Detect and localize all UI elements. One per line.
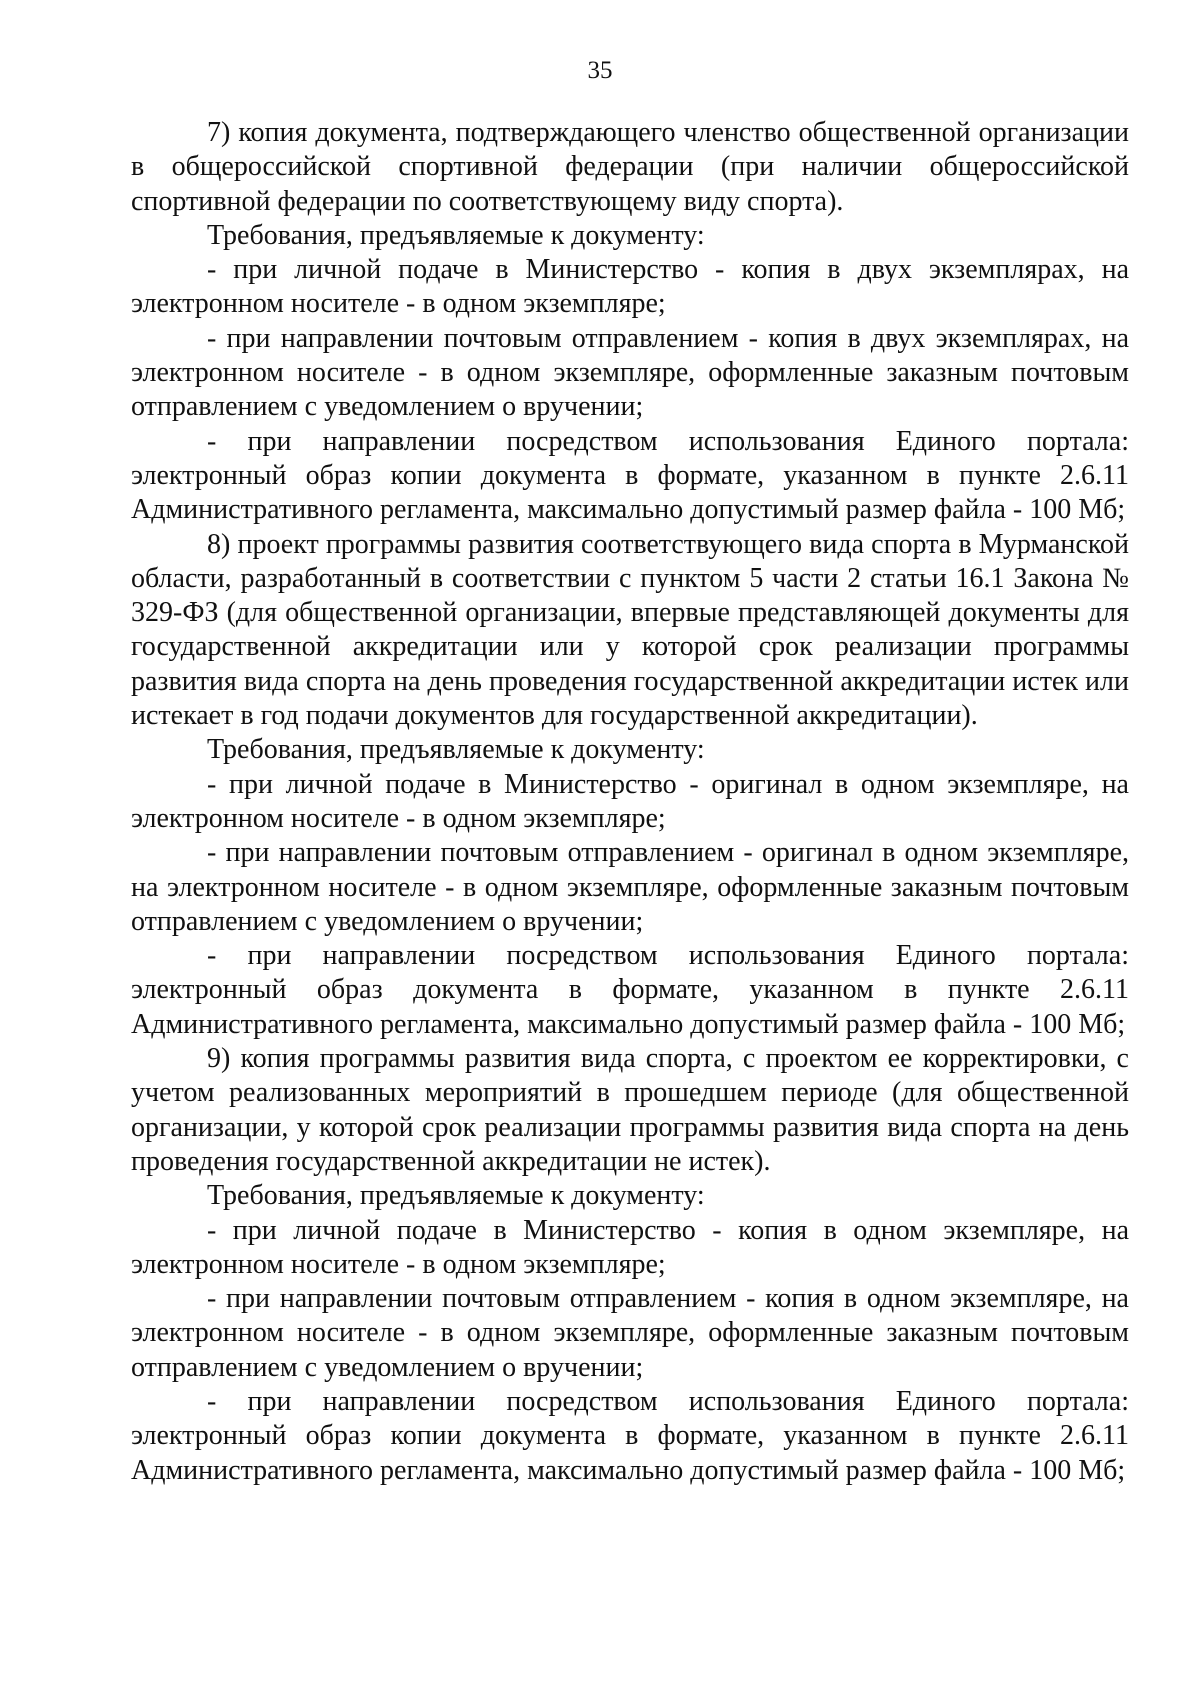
requirements-heading: Требования, предъявляемые к документу: [207, 1180, 705, 1212]
item-7-paragraph: 7) копия документа, подтверждающего членство общественной организации в общероссийской спортивной федерации (при наличии общероссийской спортивной федерации по соответствующему виду спорта). [131, 117, 1129, 217]
page-number: 35 [587, 57, 613, 84]
requirement-in-person: - при личной подаче в Министерство - копия в двух экземплярах, на электронном носителе - в одном экземпляре; [131, 254, 1129, 320]
requirement-by-mail: - при направлении почтовым отправлением - оригинал в одном экземпляре, на электронном носителе - в одном экземпляре, оформленные заказным почтовым отправлением с уведомлением о вручении; [131, 837, 1129, 937]
requirements-heading: Требования, предъявляемые к документу: [207, 219, 705, 251]
item-9-paragraph: 9) копия программы развития вида спорта, с проектом ее корректировки, с учетом реализованных мероприятий в прошедшем периоде (для общественной организации, у которой срок реализации программы развития вида спорта на день проведения государственной аккредитации не истек). [131, 1043, 1129, 1177]
document-body [131, 116, 1129, 1488]
requirement-by-mail: - при направлении почтовым отправлением - копия в одном экземпляре, на электронном носителе - в одном экземпляре, оформленные заказным почтовым отправлением с уведомлением о вручении; [131, 1283, 1129, 1383]
requirement-in-person: - при личной подаче в Министерство - оригинал в одном экземпляре, на электронном носителе - в одном экземпляре; [131, 768, 1129, 834]
requirement-by-mail: - при направлении почтовым отправлением - копия в двух экземплярах, на электронном носителе - в одном экземпляре, оформленные заказным почтовым отправлением с уведомлением о вручении; [131, 322, 1129, 423]
requirement-via-portal: - при направлении посредством использования Единого портала: электронный образ копии документа в формате, указанном в пункте 2.6.11 Административного регламента, максимально допустимый размер файла - 100 Мб; [131, 425, 1129, 526]
item-8-paragraph: 8) проект программы развития соответствующего вида спорта в Мурманской области, разработанный в соответствии с пунктом 5 части 2 статьи 16.1 Закона № 329-ФЗ (для общественной организации, впервые представляющей документы для государственной аккредитации или у которой срок реализации программы развития вида спорта на день проведения государственной аккредитации истек или истекает в год подачи документов для государственной аккредитации). [131, 528, 1129, 732]
requirement-via-portal: - при направлении посредством использования Единого портала: электронный образ документа в формате, указанном в пункте 2.6.11 Административного регламента, максимально допустимый размер файла - 100 Мб; [131, 940, 1129, 1040]
requirement-via-portal: - при направлении посредством использования Единого портала: электронный образ копии документа в формате, указанном в пункте 2.6.11 Административного регламента, максимально допустимый размер файла - 100 Мб; [131, 1385, 1129, 1486]
requirements-heading: Требования, предъявляемые к документу: [207, 734, 705, 766]
requirement-in-person: - при личной подаче в Министерство - копия в одном экземпляре, на электронном носителе - в одном экземпляре; [131, 1214, 1129, 1280]
